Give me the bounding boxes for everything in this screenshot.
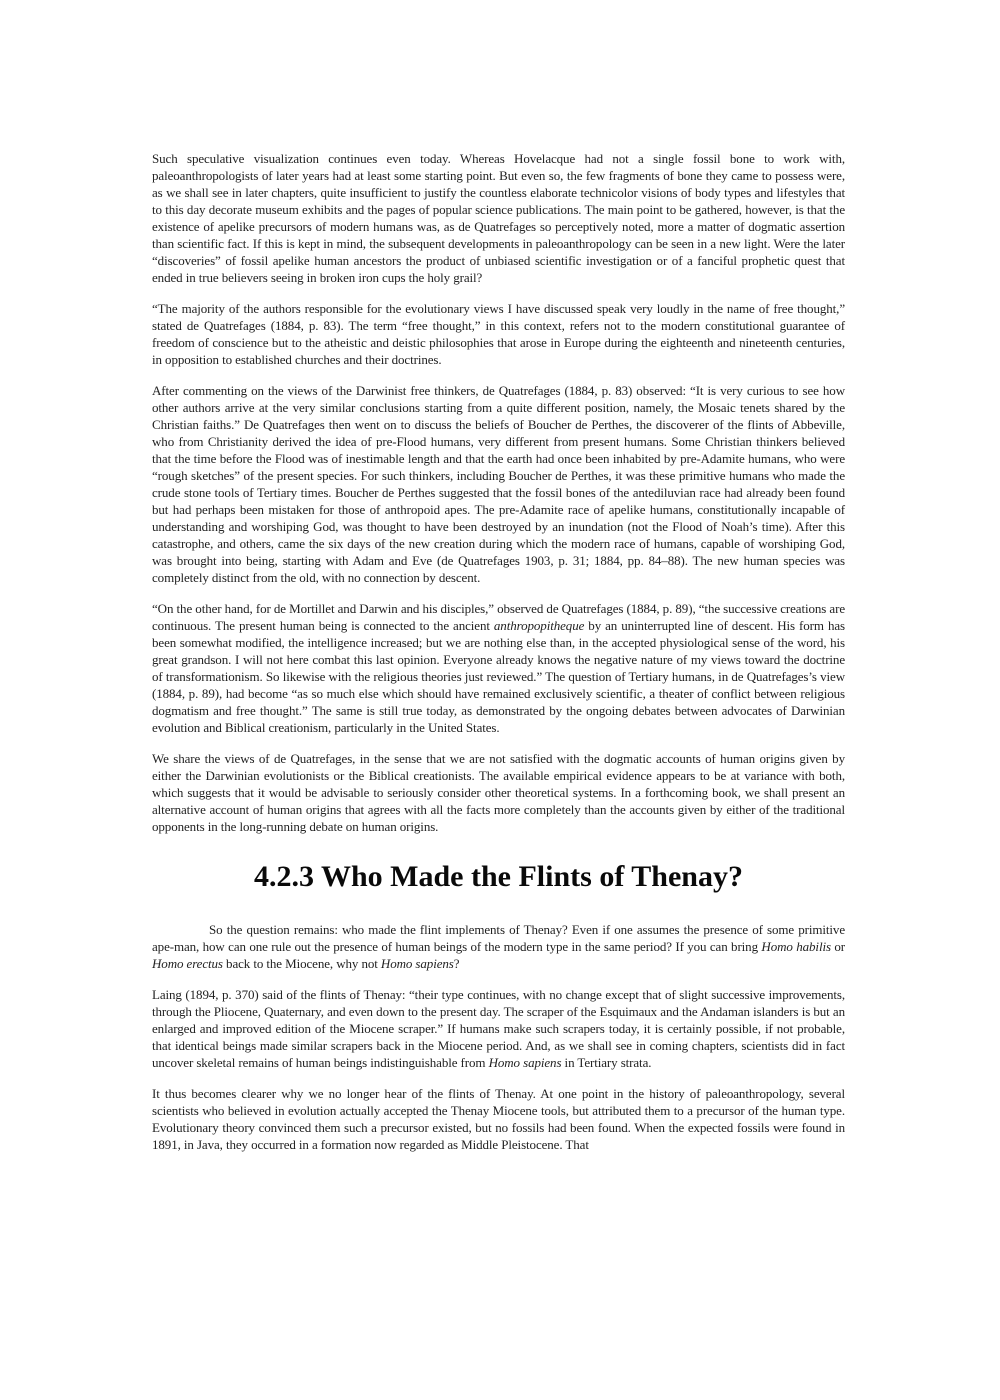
text-run: or — [830, 939, 846, 954]
text-run: in Tertiary strata. — [561, 1055, 652, 1070]
italic-text-run: Homo habilis — [761, 939, 831, 954]
text-run: “On the other hand, for de Mortillet and Darwin and his disciples,” observed de Quatrefages (1884, p. 89), “the successive creations are continuous. The present human being is connected to the ancient — [152, 601, 845, 633]
text-run: ? — [453, 956, 460, 971]
paragraph — [152, 382, 845, 586]
text-run: So the question remains: who made the flint implements of Thenay? Even if one assumes the presence of some primitive ape-man, how can one rule out the presence of human beings of the modern type in the same period? If you can bring — [152, 922, 845, 954]
text-run: We share the views of de Quatrefages, in the sense that we are not satisfied with the dogmatic accounts of human origins given by either the Darwinian evolutionists or the Biblical creationists. The available empirical evidence appears to be at variance with both, which suggests that it would be advisable to seriously consider other theoretical systems. In a forthcoming book, we shall present an alternative account of human origins that agrees with all the facts more completely than the accounts given by either of the traditional opponents in the long-running debate on human origins. — [152, 751, 845, 834]
text-run: “The majority of the authors responsible for the evolutionary views I have discussed speak very loudly in the name of free thought,” stated de Quatrefages (1884, p. 83). The term “free thought,” in this context, refers not to the modern constitutional guarantee of freedom of conscience but to the atheistic and deistic philosophies that arose in Europe during the eighteenth and nineteenth centuries, in opposition to established churches and their doctrines. — [152, 301, 845, 367]
paragraph — [152, 150, 845, 286]
page-content — [152, 150, 845, 1153]
paragraph — [152, 600, 845, 736]
paragraph — [152, 921, 845, 972]
text-run: It thus becomes clearer why we no longer hear of the flints of Thenay. At one point in the history of paleoanthropology, several scientists who believed in evolution actually accepted the Thenay Miocene tools, but attributed them to a precursor of the human type. Evolutionary theory convinced them such a precursor existed, but no fossils had been found. When the expected fossils were found in 1891, in Java, they occurred in a formation now regarded as Middle Pleistocene. That — [152, 1086, 845, 1152]
paragraph — [152, 1085, 845, 1153]
section-heading: 4.2.3 Who Made the Flints of Thenay? — [254, 860, 743, 893]
text-run: After commenting on the views of the Darwinist free thinkers, de Quatrefages (1884, p. 83) observed: “It is very curious to see how other authors arrive at the very similar conclusions starting from a quite different position, namely, the Mosaic tenets shared by the Christian faiths.” De Quatrefages then went on to discuss the beliefs of Boucher de Perthes, the discoverer of the flints of Abbeville, who from Christianity derived the idea of pre-Flood humans, very different from present humans. Some Christian thinkers believed that the time before the Flood was of inestimable length and that the earth had once been inhabited by pre-Adamite humans, who were “rough sketches” of the present species. For such thinkers, including Boucher de Perthes, it was these primitive humans who made the crude stone tools of Tertiary times. Boucher de Perthes suggested that the fossil bones of the antediluvian race had already been found but had perhaps been mistaken for those of anthropoid apes. The pre-Adamite race of apelike humans, constitutionally incapable of understanding and worshiping God, was thought to have been destroyed by an inundation (not the Flood of Noah’s time). After this catastrophe, and others, came the six days of the new creation during which the modern race of humans, capable of worshiping God, was brought into being, starting with Adam and Eve (de Quatrefages 1903, p. 31; 1884, pp. 84–88). The new human species was completely distinct from the old, with no connection by descent. — [152, 383, 845, 585]
italic-text-run: anthropopitheque — [493, 618, 585, 633]
text-run: by an uninterrupted line of descent. His form has been somewhat modified, the intelligence increased; but we are nothing else than, in the accepted physiological sense of the word, his great grandson. I will not here combat this last opinion. Everyone already knows the negative nature of my views toward the doctrine of transformationism. So likewise with the religious theories just reviewed.” The question of Tertiary humans, in de Quatrefages’s view (1884, p. 89), had become “as so much else which should have remained exclusively scientific, a theater of conflict between religious dogmatism and free thought.” The same is still true today, as demonstrated by the ongoing debates between advocates of Darwinian evolution and Biblical creationism, particularly in the United States. — [152, 618, 845, 735]
paragraph — [152, 750, 845, 835]
italic-text-run: Homo sapiens — [488, 1055, 562, 1070]
text-run: Such speculative visualization continues even today. Whereas Hovelacque had not a single fossil bone to work with, paleoanthropologists of later years had at least some starting point. But even so, the few fragments of bone they came to possess were, as we shall see in later chapters, quite insufficient to justify the countless elaborate technicolor visions of body types and lifestyles that to this day decorate museum exhibits and the pages of popular science publications. The main point to be gathered, however, is that the existence of apelike precursors of modern humans was, as de Quatrefages so perceptively noted, more a matter of dogmatic assertion than scientific fact. If this is kept in mind, the subsequent developments in paleoanthropology can be seen in a new light. Were the later “discoveries” of fossil apelike human ancestors the product of unbiased scientific investigation or of a fanciful prophetic quest that ended in true believers seeing in broken iron cups the holy grail? — [152, 151, 845, 285]
paragraph — [152, 986, 845, 1071]
italic-text-run: Homo erectus — [152, 956, 223, 971]
text-run: back to the Miocene, why not — [222, 956, 381, 971]
text-run: Laing (1894, p. 370) said of the flints of Thenay: “their type continues, with no change except that of slight successive improvements, through the Pliocene, Quaternary, and even down to the present day. The scraper of the Esquimaux and the Andaman islanders is but an enlarged and improved edition of the Miocene scraper.” If humans make such scrapers today, it is certainly possible, if not probable, that identical beings made similar scrapers back in the Miocene period. And, as we shall see in coming chapters, scientists did in fact uncover skeletal remains of human beings indistinguishable from — [152, 987, 845, 1070]
paragraph — [152, 300, 845, 368]
italic-text-run: Homo sapiens — [380, 956, 454, 971]
